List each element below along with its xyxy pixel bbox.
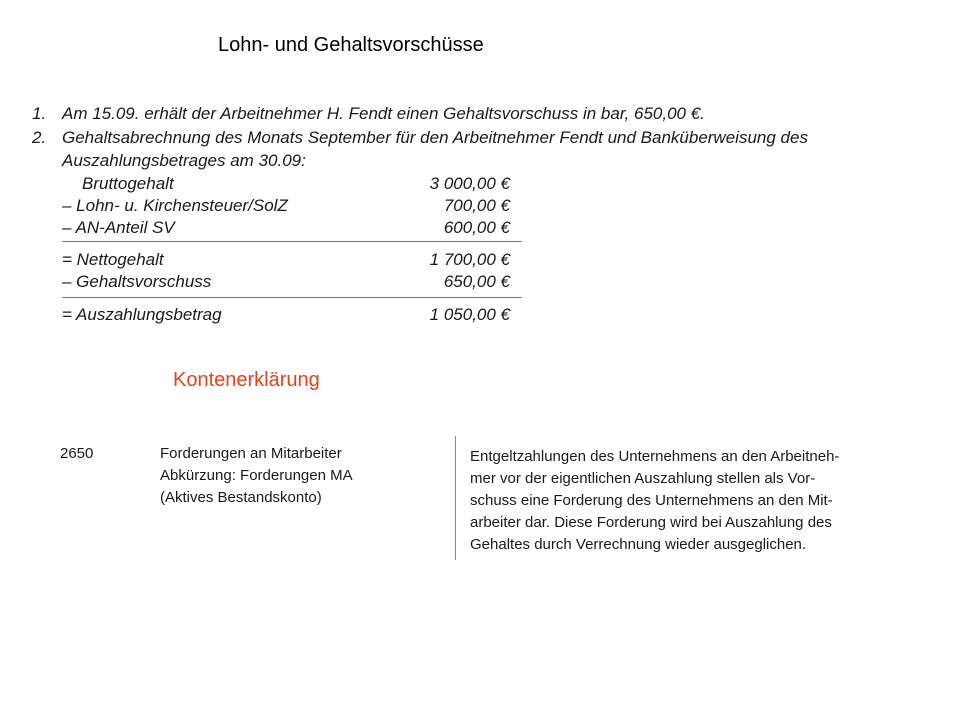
account-description-line-3: schuss eine Forderung des Unternehmens an den Mit- xyxy=(470,492,833,509)
calc-divider-1 xyxy=(62,241,522,242)
account-name-line-2: Abkürzung: Forderungen MA xyxy=(160,467,353,484)
calc-label-vorschuss: – Gehaltsvorschuss xyxy=(62,272,212,291)
account-description-line-2: mer vor der eigentlichen Auszahlung stellen als Vor- xyxy=(470,470,816,487)
calc-label-sv: – AN-Anteil SV xyxy=(62,218,175,237)
account-description-line-4: arbeiter dar. Diese Forderung wird bei Auszahlung des xyxy=(470,514,832,531)
calc-value-vorschuss: 650,00 € xyxy=(443,272,510,291)
calc-label-auszahlungsbetrag: = Auszahlungsbetrag xyxy=(62,305,222,324)
calc-value-auszahlungsbetrag: 1 050,00 € xyxy=(429,305,510,324)
calc-value-steuer: 700,00 € xyxy=(443,196,510,215)
calc-label-bruttogehalt: Bruttogehalt xyxy=(82,174,174,193)
account-description xyxy=(470,446,920,556)
calc-label-nettogehalt: = Nettogehalt xyxy=(62,250,164,269)
account-description-line-1: Entgeltzahlungen des Unternehmens an den Arbeitneh- xyxy=(470,448,840,465)
task-2-text-line-1: Gehaltsabrechnung des Monats September für den Arbeitnehmer Fendt und Banküberweisung des xyxy=(62,128,808,147)
account-name-line-3: (Aktives Bestandskonto) xyxy=(160,489,322,506)
account-number: 2650 xyxy=(60,445,94,462)
calc-value-nettogehalt: 1 700,00 € xyxy=(429,250,510,269)
task-1-text: Am 15.09. erhält der Arbeitnehmer H. Fendt einen Gehaltsvorschuss in bar, 650,00 €. xyxy=(62,104,705,123)
column-divider xyxy=(455,436,456,560)
section-heading: Kontenerklärung xyxy=(173,369,320,391)
page-title: Lohn- und Gehaltsvorschüsse xyxy=(218,34,484,56)
calc-value-sv: 600,00 € xyxy=(443,218,510,237)
task-2-text-line-2: Auszahlungsbetrages am 30.09: xyxy=(62,151,306,170)
task-1-number: 1. xyxy=(32,104,47,123)
calc-divider-2 xyxy=(62,297,522,298)
task-2-number: 2. xyxy=(32,128,47,147)
account-name-line-1: Forderungen an Mitarbeiter xyxy=(160,445,342,462)
account-description-line-5: Gehaltes durch Verrechnung wieder ausgeglichen. xyxy=(470,536,807,553)
calc-label-steuer: – Lohn- u. Kirchensteuer/SolZ xyxy=(62,196,288,215)
calc-value-bruttogehalt: 3 000,00 € xyxy=(429,174,510,193)
